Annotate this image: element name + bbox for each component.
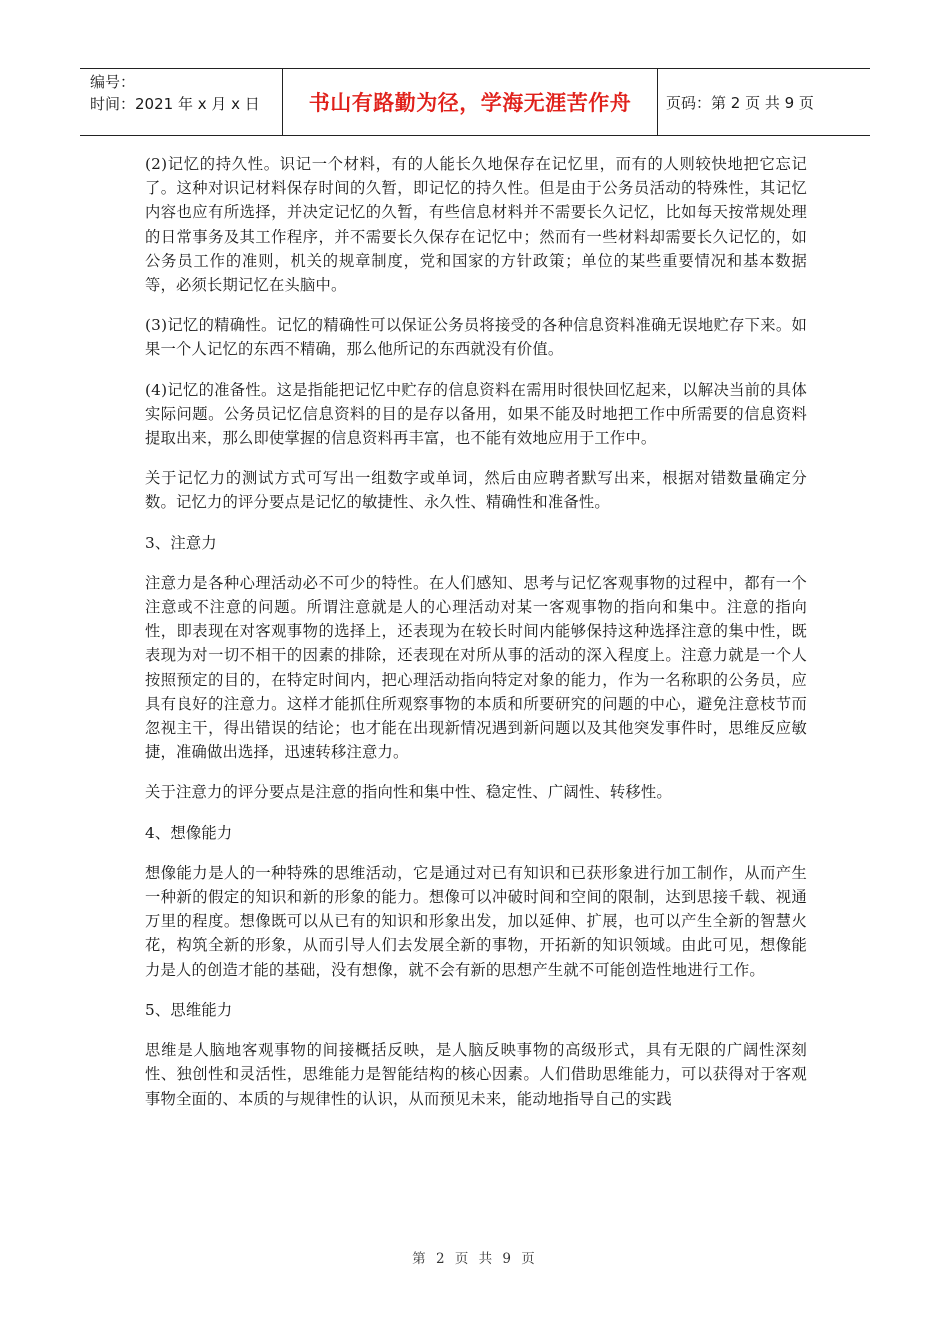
paragraph-memory-accuracy: (3)记忆的精确性。记忆的精确性可以保证公务员将接受的各种信息资料准确无误地贮存下来。如果一个人记忆的东西不精确，那么他所记的东西就没有价值。	[145, 316, 807, 359]
document-number-label: 编号：	[90, 73, 136, 91]
header-meta	[80, 69, 283, 135]
paragraph-memory-readiness: (4)记忆的准备性。这是指能把记忆中贮存的信息资料在需用时很快回忆起来，以解决当前的具体实际问题。公务员记忆信息资料的目的是存以备用，如果不能及时地把工作中所需要的信息资料提取出来，那么即使掌握的信息资料再丰富，也不能有效地应用于工作中。	[145, 380, 807, 448]
document-body	[145, 152, 807, 1127]
paragraph-memory-test: 关于记忆力的测试方式可写出一组数字或单词，然后由应聘者默写出来，根据对错数量确定分数。记忆力的评分要点是记忆的敏捷性、永久性、精确性和准备性。	[145, 469, 807, 512]
section-heading-attention: 3、注意力	[145, 533, 217, 552]
paragraph-imagination: 想像能力是人的一种特殊的思维活动，它是通过对已有知识和已获形象进行加工制作，从而产生一种新的假定的知识和新的形象的能力。想像可以冲破时间和空间的限制，达到思接千载、视通万里的程度。想像既可以从已有的知识和形象出发，加以延伸、扩展，也可以产生全新的智慧火花，构筑全新的形象，从而引导人们去发展全新的事物，开拓新的知识领域。由此可见，想像能力是人的创造才能的基础，没有想像，就不会有新的思想产生就不可能创造性地进行工作。	[145, 863, 807, 979]
header-motto: 书山有路勤为径，学海无涯苦作舟	[283, 69, 658, 135]
document-date-label: 时间：2021 年 x 月 x 日	[90, 95, 260, 113]
section-heading-imagination: 4、想像能力	[145, 823, 233, 842]
paragraph-thinking: 思维是人脑地客观事物的间接概括反映，是人脑反映事物的高级形式，具有无限的广阔性深刻性、独创性和灵活性，思维能力是智能结构的核心因素。人们借助思维能力，可以获得对于客观事物全面的、本质的与规律性的认识，从而预见未来，能动地指导自己的实践	[145, 1041, 807, 1108]
page-header	[80, 68, 870, 136]
paragraph-attention-scoring: 关于注意力的评分要点是注意的指向性和集中性、稳定性、广阔性、转移性。	[145, 783, 672, 802]
page-footer: 第 2 页 共 9 页	[412, 1251, 538, 1267]
paragraph-memory-persistence: (2)记忆的持久性。识记一个材料，有的人能长久地保存在记忆里，而有的人则较快地把它忘记了。这种对识记材料保存时间的久暂，即记忆的持久性。但是由于公务员活动的特殊性，其记忆内容也应有所选择，并决定记忆的久暂，有些信息材料并不需要长久记忆，比如每天按常规处理的日常事务及其工作程序，并不需要长久保存在记忆中；然而有一些材料却需要长久记忆的，如公务员工作的准则，机关的规章制度，党和国家的方针政策；单位的某些重要情况和基本数据等，必须长期记忆在头脑中。	[145, 155, 807, 295]
section-heading-thinking: 5、思维能力	[145, 1000, 233, 1019]
header-page-info: 页码：第 2 页 共 9 页	[666, 93, 814, 112]
paragraph-attention: 注意力是各种心理活动必不可少的特性。在人们感知、思考与记忆客观事物的过程中，都有一个注意或不注意的问题。所谓注意就是人的心理活动对某一客观事物的指向和集中。注意的指向性，即表现在对客观事物的选择上，还表现为在较长时间内能够保持这种选择注意的集中性，既表现为对一切不相干的因素的排除，还表现在对所从事的活动的深入程度上。注意力就是一个人按照预定的目的，在特定时间内，把心理活动指向特定对象的能力，作为一名称职的公务员，应具有良好的注意力。这样才能抓住所观察事物的本质和所要研究的问题的中心，避免注意枝节而忽视主干，得出错误的结论；也才能在出现新情况遇到新问题以及其他突发事件时，思维反应敏捷，准确做出选择，迅速转移注意力。	[145, 573, 807, 762]
